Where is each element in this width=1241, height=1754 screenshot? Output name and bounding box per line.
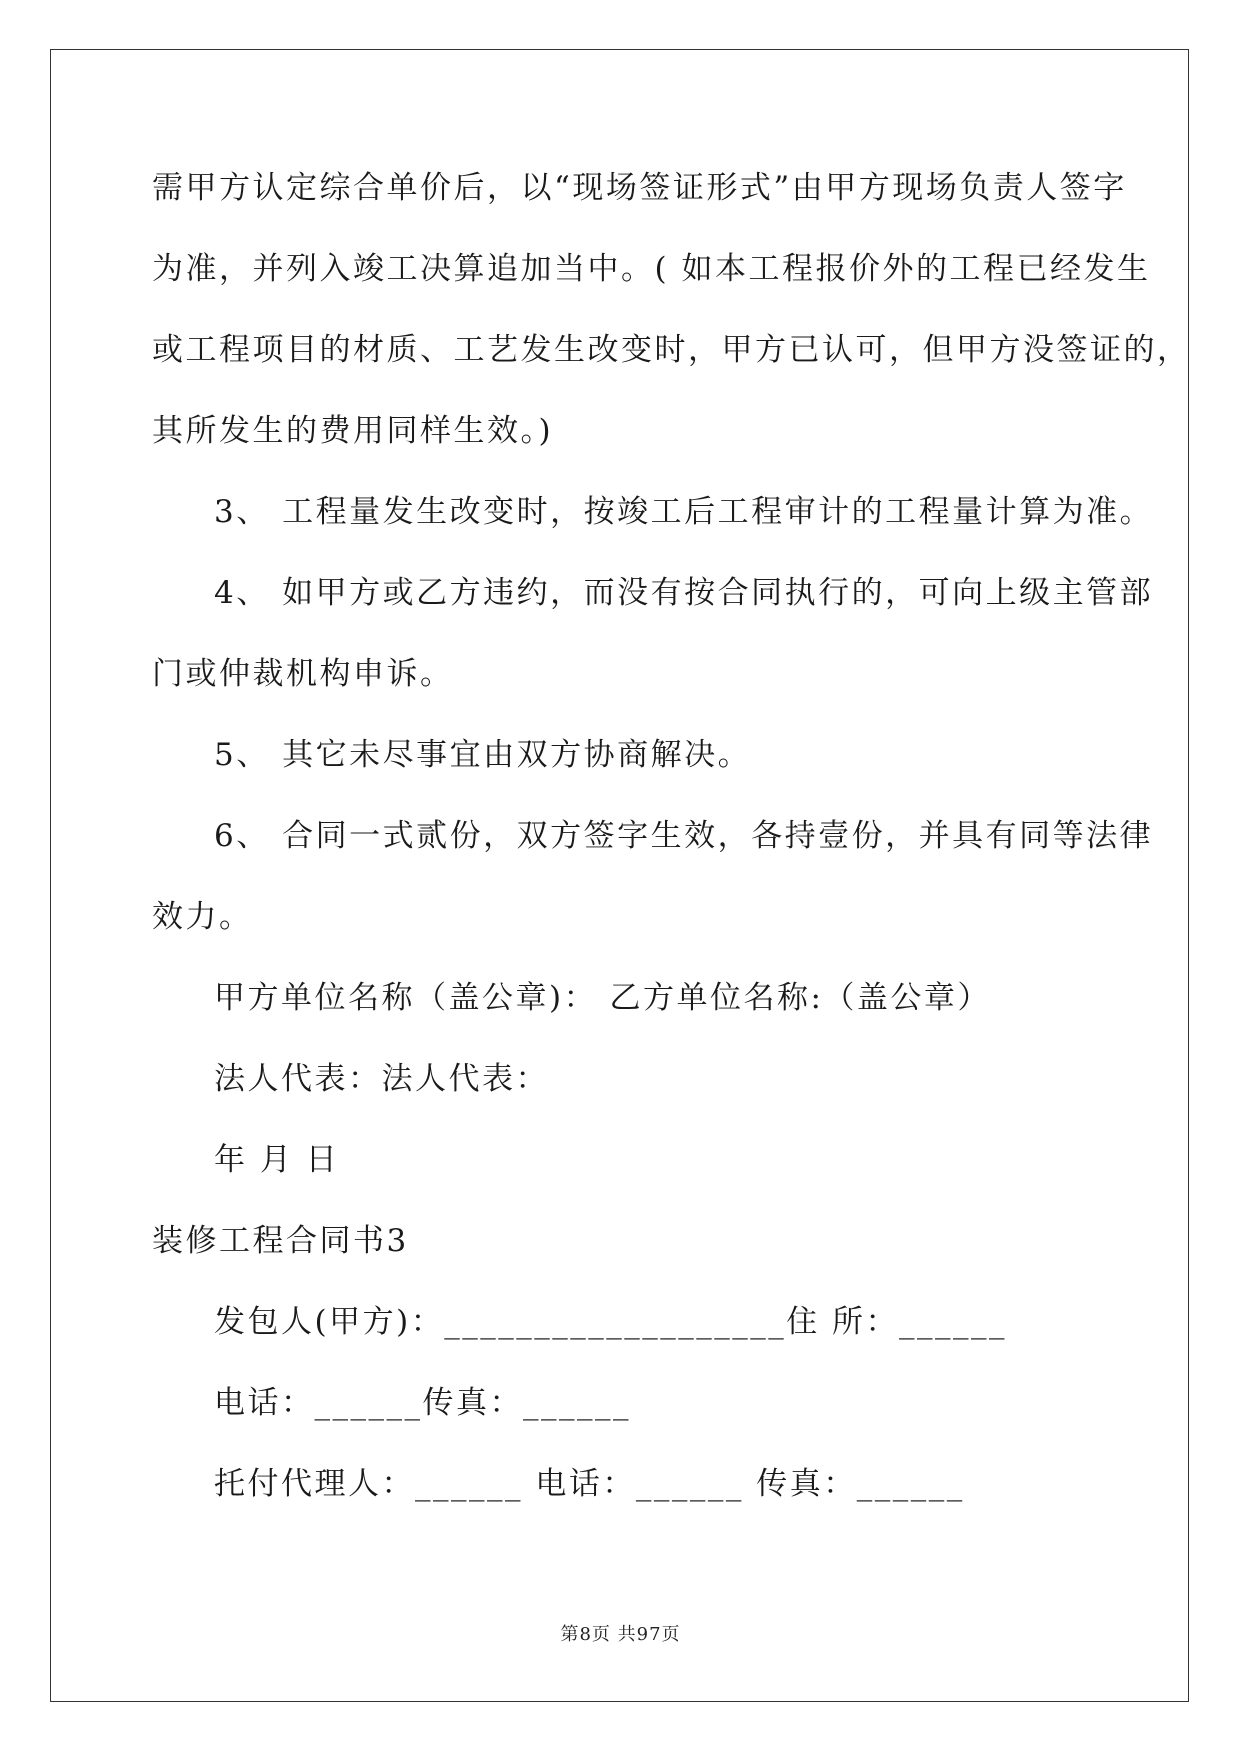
employer-info-line: 发包人(甲方)：___________________住 所：______ xyxy=(214,1304,1008,1340)
body-line-2: 为准，并列入竣工决算追加当中。( 如本工程报价外的工程已经发生 xyxy=(152,251,1151,287)
clause-5: 5、 其它未尽事宜由双方协商解决。 xyxy=(214,737,752,773)
date-line: 年 月 日 xyxy=(214,1142,340,1178)
page-number: 第8页 共97页 xyxy=(560,1624,681,1645)
clause-4: 4、 如甲方或乙方违约，而没有按合同执行的，可向上级主管部 xyxy=(214,575,1154,611)
body-line-1: 需甲方认定综合单价后，以“现场签证形式”由甲方现场负责人签字 xyxy=(152,170,1127,206)
clause-6-continued: 效力。 xyxy=(152,899,253,935)
body-line-3: 或工程项目的材质、工艺发生改变时，甲方已认可，但甲方没签证的， xyxy=(152,332,1191,368)
legal-representative-line: 法人代表：法人代表： xyxy=(214,1061,549,1097)
clause-3: 3、 工程量发生改变时，按竣工后工程审计的工程量计算为准。 xyxy=(214,494,1154,530)
signature-parties-line: 甲方单位名称（盖公章)： 乙方单位名称:（盖公章） xyxy=(214,980,991,1016)
body-line-4: 其所发生的费用同样生效。) xyxy=(152,413,554,449)
clause-6: 6、 合同一式贰份，双方签字生效，各持壹份，并具有同等法律 xyxy=(214,818,1154,854)
agent-info-line: 托付代理人：______ 电话：______ 传真：______ xyxy=(214,1466,965,1502)
clause-4-continued: 门或仲裁机构申诉。 xyxy=(152,656,454,692)
section-title: 装修工程合同书3 xyxy=(152,1223,409,1259)
phone-fax-line: 电话：______传真：______ xyxy=(214,1385,631,1421)
page-border xyxy=(50,49,1189,1702)
